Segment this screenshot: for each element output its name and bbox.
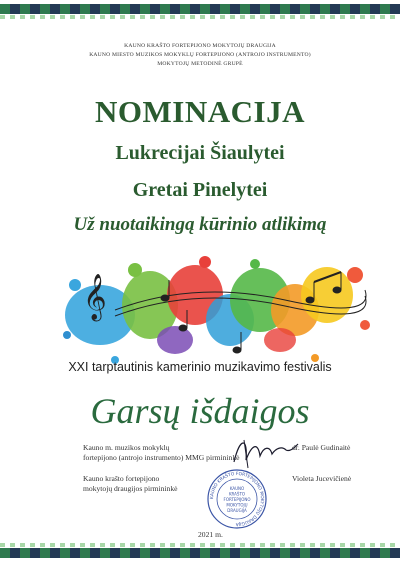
certificate-title: NOMINACIJA xyxy=(95,94,305,129)
festival-edition: XXI tarptautinis kamerinio muzikavimo festivalis xyxy=(68,360,332,374)
org-line-2: KAUNO MIESTO MUZIKOS MOKYKLŲ FORTEPIJONO (ANTROJO INSTRUMENTO) xyxy=(89,52,311,58)
signatory-2-title-line1: Kauno krašto fortepijono xyxy=(83,474,160,483)
signatory-1-title-line2: fortepijono (antrojo instrumento) MMG pirmininkė xyxy=(83,452,240,462)
paint-splashes xyxy=(63,256,370,364)
stamp-center-line: FORTEPIJONO xyxy=(223,497,251,502)
bottom-dotted-border xyxy=(0,543,400,547)
handwritten-signature xyxy=(230,432,300,472)
org-line-1: KAUNO KRAŠTO FORTEPIJONO MOKYTOJŲ DRAUGIJA xyxy=(124,43,276,49)
signatory-1-title-line1: Kauno m. muzikos mokyklų xyxy=(83,443,170,452)
year: 2021 m. xyxy=(198,530,223,539)
recipient-1: Lukrecijai Šiaulytei xyxy=(115,142,285,164)
award-text: Už nuotaikingą kūrinio atlikimą xyxy=(73,214,327,235)
stamp-center-line: KRAŠTO xyxy=(228,491,246,497)
organization-stamp xyxy=(206,468,268,530)
org-line-3: MOKYTOJŲ METODINĖ GRUPĖ xyxy=(157,61,243,67)
signatory-2-title-line2: mokytojų draugijos pirmininkė xyxy=(83,483,178,493)
signatory-2-name: Violeta Jucevičienė xyxy=(292,474,352,483)
festival-name: Garsų išdaigos xyxy=(90,391,310,431)
recipient-2: Gretai Pinelytei xyxy=(132,179,268,201)
top-checkered-border xyxy=(0,4,400,14)
stamp-center-line: DRAUGIJA xyxy=(227,508,247,513)
stamp-center-line: KAUNO xyxy=(229,486,245,491)
stamp-ring-text: KAUNO KRAŠTO FORTEPIJONO MOKYTOJŲ DRAUGIJA xyxy=(209,471,265,527)
top-dotted-border xyxy=(0,15,400,19)
bottom-checkered-border xyxy=(0,548,400,558)
stamp-center-line: MOKYTOJŲ xyxy=(226,502,248,508)
signatory-1-name: dr. Paulė Gudinaitė xyxy=(292,443,351,452)
treble-clef-icon: 𝄞 xyxy=(83,274,107,320)
